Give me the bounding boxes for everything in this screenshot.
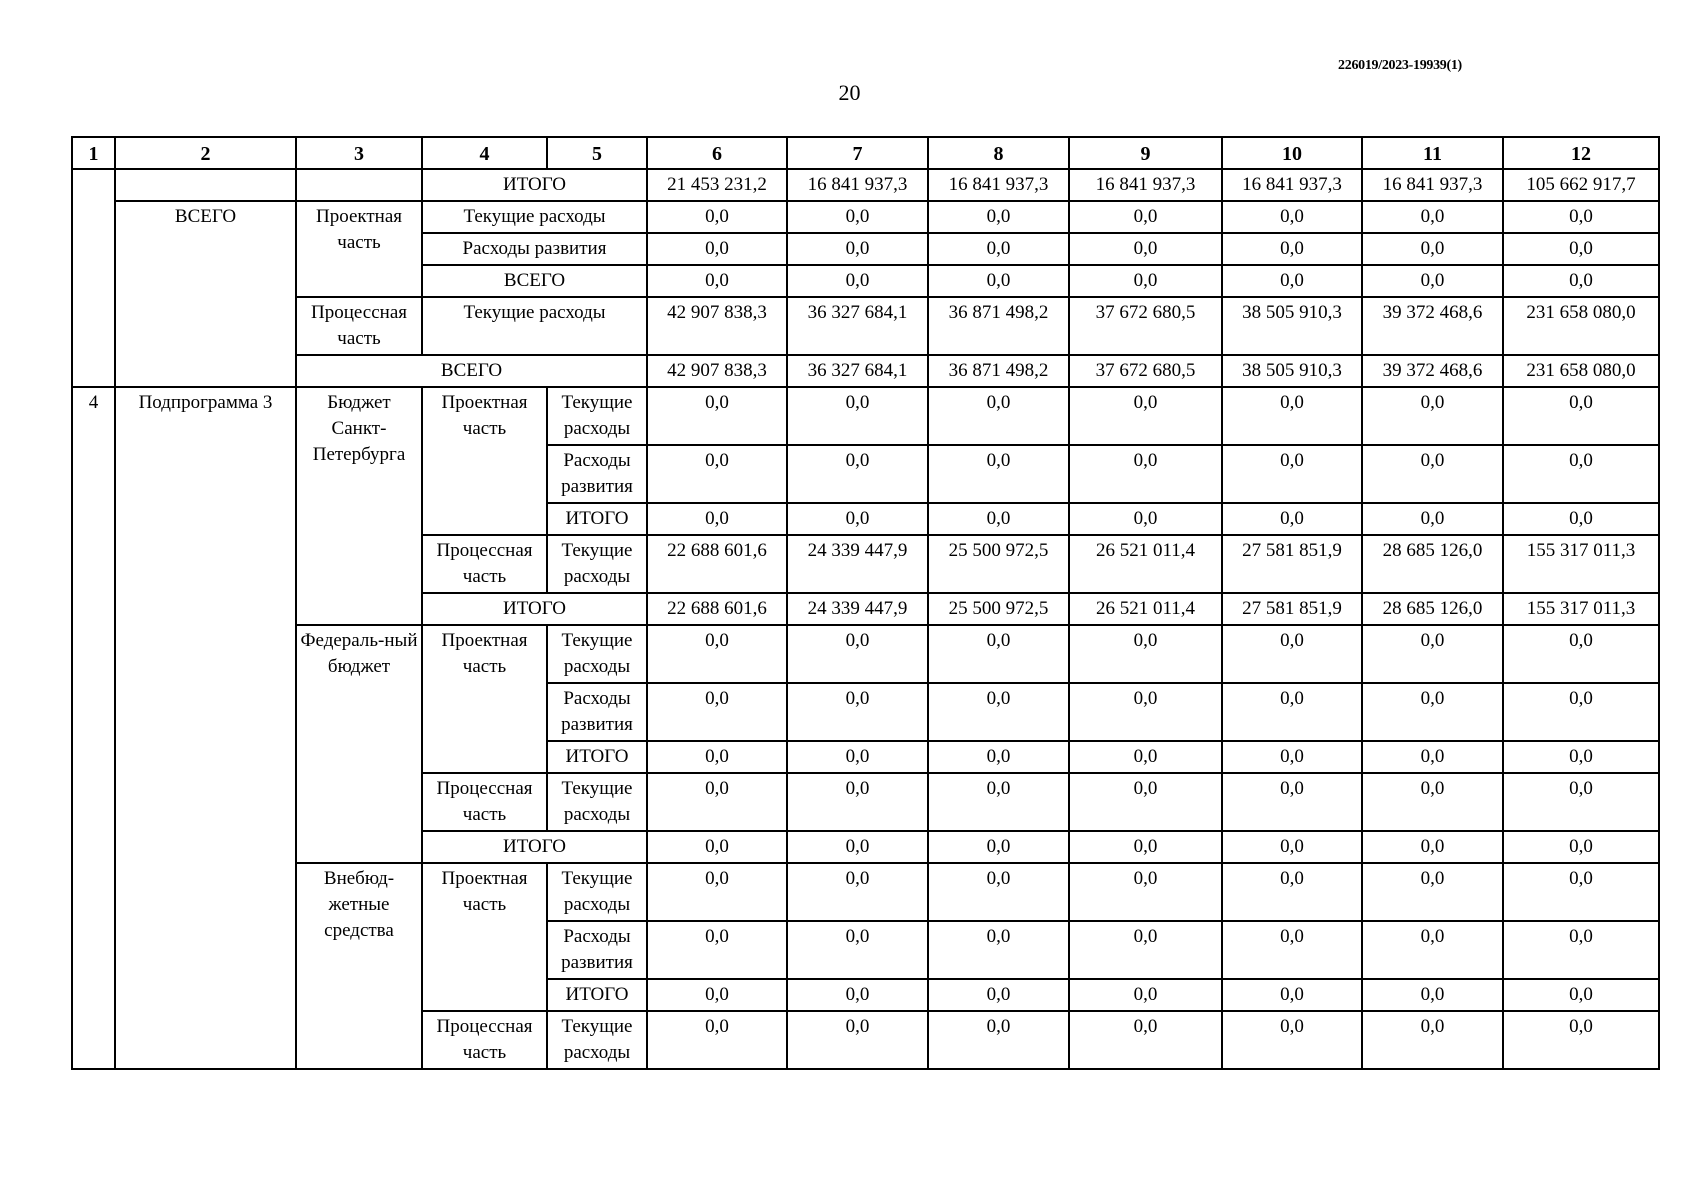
- value-cell: 0,0: [1503, 921, 1659, 979]
- value-cell: 16 841 937,3: [928, 169, 1069, 201]
- value-cell: 155 317 011,3: [1503, 535, 1659, 593]
- value-cell: 22 688 601,6: [647, 535, 787, 593]
- header-cell: 8: [928, 137, 1069, 169]
- value-cell: 0,0: [1222, 683, 1362, 741]
- value-cell: 0,0: [647, 683, 787, 741]
- header-cell: 10: [1222, 137, 1362, 169]
- value-cell: 36 327 684,1: [787, 297, 928, 355]
- value-cell: 0,0: [787, 979, 928, 1011]
- value-cell: 105 662 917,7: [1503, 169, 1659, 201]
- value-cell: 21 453 231,2: [647, 169, 787, 201]
- itogo-label: ИТОГО: [547, 503, 647, 535]
- header-cell: 3: [296, 137, 422, 169]
- value-cell: 0,0: [787, 201, 928, 233]
- development-expenses-label: Расходы развития: [547, 921, 647, 979]
- value-cell: 16 841 937,3: [1222, 169, 1362, 201]
- value-cell: 0,0: [928, 1011, 1069, 1069]
- value-cell: 0,0: [1503, 265, 1659, 297]
- value-cell: 0,0: [1222, 1011, 1362, 1069]
- value-cell: 0,0: [1362, 445, 1503, 503]
- vsego-label: ВСЕГО: [296, 355, 647, 387]
- value-cell: 0,0: [1362, 387, 1503, 445]
- header-cell: 6: [647, 137, 787, 169]
- value-cell: 0,0: [928, 387, 1069, 445]
- value-cell: 231 658 080,0: [1503, 297, 1659, 355]
- funding-source-cell: [296, 169, 422, 201]
- value-cell: 0,0: [647, 741, 787, 773]
- current-expenses-label: Текущие расходы: [547, 625, 647, 683]
- value-cell: 0,0: [928, 863, 1069, 921]
- current-expenses-label: Текущие расходы: [422, 201, 647, 233]
- header-cell: 2: [115, 137, 296, 169]
- value-cell: 28 685 126,0: [1362, 593, 1503, 625]
- value-cell: 0,0: [928, 773, 1069, 831]
- value-cell: 0,0: [647, 979, 787, 1011]
- value-cell: 0,0: [1069, 387, 1222, 445]
- value-cell: 0,0: [787, 921, 928, 979]
- value-cell: 0,0: [1222, 265, 1362, 297]
- header-cell: 4: [422, 137, 547, 169]
- value-cell: 0,0: [1503, 863, 1659, 921]
- value-cell: 0,0: [1069, 831, 1222, 863]
- header-cell: 7: [787, 137, 928, 169]
- table-row: [72, 201, 1659, 233]
- value-cell: 26 521 011,4: [1069, 593, 1222, 625]
- value-cell: 36 327 684,1: [787, 355, 928, 387]
- value-cell: 0,0: [647, 503, 787, 535]
- itogo-label: ИТОГО: [422, 831, 647, 863]
- value-cell: 0,0: [1362, 741, 1503, 773]
- header-cell: 9: [1069, 137, 1222, 169]
- current-expenses-label: Текущие расходы: [547, 535, 647, 593]
- value-cell: 0,0: [1069, 683, 1222, 741]
- value-cell: 0,0: [787, 503, 928, 535]
- itogo-label: ИТОГО: [547, 979, 647, 1011]
- value-cell: 0,0: [1222, 863, 1362, 921]
- value-cell: 24 339 447,9: [787, 593, 928, 625]
- value-cell: 0,0: [928, 445, 1069, 503]
- project-part-label: Проектная часть: [296, 201, 422, 297]
- value-cell: 0,0: [1069, 201, 1222, 233]
- row-number-cell: [72, 169, 115, 387]
- value-cell: 0,0: [787, 773, 928, 831]
- value-cell: 0,0: [1362, 921, 1503, 979]
- table-row: [72, 355, 1659, 387]
- header-cell: 11: [1362, 137, 1503, 169]
- value-cell: 0,0: [1503, 445, 1659, 503]
- value-cell: 0,0: [1503, 503, 1659, 535]
- value-cell: 0,0: [1362, 1011, 1503, 1069]
- row-number-cell: 4: [72, 387, 115, 1069]
- value-cell: 0,0: [1362, 831, 1503, 863]
- value-cell: 0,0: [1503, 625, 1659, 683]
- value-cell: 16 841 937,3: [787, 169, 928, 201]
- value-cell: 0,0: [928, 741, 1069, 773]
- current-expenses-label: Текущие расходы: [547, 1011, 647, 1069]
- funding-source-federal-budget: Федераль-ный бюджет: [296, 625, 422, 863]
- value-cell: 24 339 447,9: [787, 535, 928, 593]
- table-row: [72, 297, 1659, 355]
- value-cell: 0,0: [647, 921, 787, 979]
- value-cell: 155 317 011,3: [1503, 593, 1659, 625]
- value-cell: 0,0: [787, 265, 928, 297]
- value-cell: 0,0: [1362, 201, 1503, 233]
- value-cell: 0,0: [1222, 445, 1362, 503]
- value-cell: 0,0: [1069, 979, 1222, 1011]
- value-cell: 0,0: [1503, 979, 1659, 1011]
- value-cell: 0,0: [928, 233, 1069, 265]
- value-cell: 0,0: [1503, 831, 1659, 863]
- value-cell: 0,0: [1503, 773, 1659, 831]
- header-cell: 1: [72, 137, 115, 169]
- project-part-label: Проектная часть: [422, 387, 547, 535]
- value-cell: 39 372 468,6: [1362, 297, 1503, 355]
- value-cell: 0,0: [1069, 445, 1222, 503]
- value-cell: 0,0: [928, 625, 1069, 683]
- value-cell: 37 672 680,5: [1069, 297, 1222, 355]
- table-header-row: [72, 137, 1659, 169]
- project-part-label: Проектная часть: [422, 863, 547, 1011]
- project-part-label: Проектная часть: [422, 625, 547, 773]
- value-cell: 0,0: [1222, 979, 1362, 1011]
- table-row: [72, 625, 1659, 683]
- value-cell: 0,0: [787, 741, 928, 773]
- value-cell: 0,0: [1222, 387, 1362, 445]
- value-cell: 39 372 468,6: [1362, 355, 1503, 387]
- header-cell: 5: [547, 137, 647, 169]
- value-cell: 0,0: [928, 979, 1069, 1011]
- value-cell: 28 685 126,0: [1362, 535, 1503, 593]
- value-cell: 0,0: [928, 683, 1069, 741]
- value-cell: 0,0: [1069, 773, 1222, 831]
- vsego-label: ВСЕГО: [422, 265, 647, 297]
- value-cell: 0,0: [1362, 503, 1503, 535]
- value-cell: 0,0: [1362, 265, 1503, 297]
- value-cell: 27 581 851,9: [1222, 535, 1362, 593]
- value-cell: 0,0: [787, 683, 928, 741]
- subprogram-label: Подпрограмма 3: [115, 387, 296, 1069]
- value-cell: 0,0: [1222, 233, 1362, 265]
- funding-source-extrabudgetary: Внебюд-жетные средства: [296, 863, 422, 1069]
- current-expenses-label: Текущие расходы: [422, 297, 647, 355]
- process-part-label: Процессная часть: [422, 1011, 547, 1069]
- development-expenses-label: Расходы развития: [422, 233, 647, 265]
- page-number: 20: [838, 80, 861, 105]
- value-cell: 0,0: [1069, 265, 1222, 297]
- value-cell: 16 841 937,3: [1069, 169, 1222, 201]
- value-cell: 16 841 937,3: [1362, 169, 1503, 201]
- document-registration-number: 226019/2023-19939(1): [1338, 58, 1462, 73]
- value-cell: 0,0: [647, 233, 787, 265]
- value-cell: 0,0: [1362, 625, 1503, 683]
- process-part-label: Процессная часть: [422, 535, 547, 593]
- value-cell: 0,0: [787, 445, 928, 503]
- table-row: [72, 169, 1659, 201]
- process-part-label: Процессная часть: [296, 297, 422, 355]
- current-expenses-label: Текущие расходы: [547, 773, 647, 831]
- table-row: [72, 863, 1659, 921]
- value-cell: 0,0: [1362, 979, 1503, 1011]
- value-cell: 0,0: [647, 1011, 787, 1069]
- value-cell: 0,0: [1503, 201, 1659, 233]
- value-cell: 0,0: [1362, 773, 1503, 831]
- value-cell: 0,0: [787, 625, 928, 683]
- value-cell: 36 871 498,2: [928, 355, 1069, 387]
- value-cell: 0,0: [1069, 503, 1222, 535]
- budget-table: [71, 136, 1660, 1070]
- header-cell: 12: [1503, 137, 1659, 169]
- value-cell: 0,0: [787, 863, 928, 921]
- itogo-label: ИТОГО: [547, 741, 647, 773]
- value-cell: 36 871 498,2: [928, 297, 1069, 355]
- itogo-label: ИТОГО: [422, 593, 647, 625]
- value-cell: 0,0: [787, 1011, 928, 1069]
- current-expenses-label: Текущие расходы: [547, 387, 647, 445]
- value-cell: 0,0: [1503, 683, 1659, 741]
- value-cell: 0,0: [1503, 741, 1659, 773]
- value-cell: 0,0: [647, 387, 787, 445]
- value-cell: 0,0: [1362, 863, 1503, 921]
- value-cell: 0,0: [647, 201, 787, 233]
- value-cell: 22 688 601,6: [647, 593, 787, 625]
- program-cell: [115, 169, 296, 201]
- development-expenses-label: Расходы развития: [547, 683, 647, 741]
- value-cell: 0,0: [647, 863, 787, 921]
- value-cell: 26 521 011,4: [1069, 535, 1222, 593]
- value-cell: 0,0: [1222, 625, 1362, 683]
- table-row: [72, 387, 1659, 445]
- value-cell: 0,0: [1503, 233, 1659, 265]
- value-cell: 0,0: [928, 831, 1069, 863]
- value-cell: 0,0: [1503, 387, 1659, 445]
- value-cell: 0,0: [647, 625, 787, 683]
- value-cell: 0,0: [1222, 921, 1362, 979]
- value-cell: 0,0: [787, 233, 928, 265]
- value-cell: 37 672 680,5: [1069, 355, 1222, 387]
- value-cell: 25 500 972,5: [928, 593, 1069, 625]
- value-cell: 0,0: [1069, 921, 1222, 979]
- value-cell: 0,0: [928, 265, 1069, 297]
- value-cell: 38 505 910,3: [1222, 355, 1362, 387]
- value-cell: 0,0: [647, 445, 787, 503]
- value-cell: 0,0: [928, 503, 1069, 535]
- value-cell: 0,0: [928, 201, 1069, 233]
- process-part-label: Процессная часть: [422, 773, 547, 831]
- value-cell: 0,0: [1503, 1011, 1659, 1069]
- value-cell: 0,0: [1362, 233, 1503, 265]
- itogo-label: ИТОГО: [422, 169, 647, 201]
- value-cell: 0,0: [1069, 233, 1222, 265]
- value-cell: 0,0: [1069, 863, 1222, 921]
- value-cell: 0,0: [787, 387, 928, 445]
- value-cell: 27 581 851,9: [1222, 593, 1362, 625]
- current-expenses-label: Текущие расходы: [547, 863, 647, 921]
- value-cell: 0,0: [1069, 1011, 1222, 1069]
- value-cell: 231 658 080,0: [1503, 355, 1659, 387]
- vsego-program-label: ВСЕГО: [115, 201, 296, 387]
- value-cell: 25 500 972,5: [928, 535, 1069, 593]
- value-cell: 0,0: [647, 773, 787, 831]
- development-expenses-label: Расходы развития: [547, 445, 647, 503]
- value-cell: 0,0: [1222, 201, 1362, 233]
- funding-source-spb-budget: Бюджет Санкт-Петербурга: [296, 387, 422, 625]
- value-cell: 0,0: [1069, 625, 1222, 683]
- value-cell: 0,0: [787, 831, 928, 863]
- value-cell: 0,0: [1362, 683, 1503, 741]
- value-cell: 0,0: [647, 265, 787, 297]
- value-cell: 0,0: [1222, 773, 1362, 831]
- value-cell: 0,0: [1222, 503, 1362, 535]
- value-cell: 0,0: [1069, 741, 1222, 773]
- value-cell: 42 907 838,3: [647, 355, 787, 387]
- value-cell: 0,0: [647, 831, 787, 863]
- value-cell: 0,0: [1222, 831, 1362, 863]
- value-cell: 38 505 910,3: [1222, 297, 1362, 355]
- value-cell: 42 907 838,3: [647, 297, 787, 355]
- value-cell: 0,0: [928, 921, 1069, 979]
- value-cell: 0,0: [1222, 741, 1362, 773]
